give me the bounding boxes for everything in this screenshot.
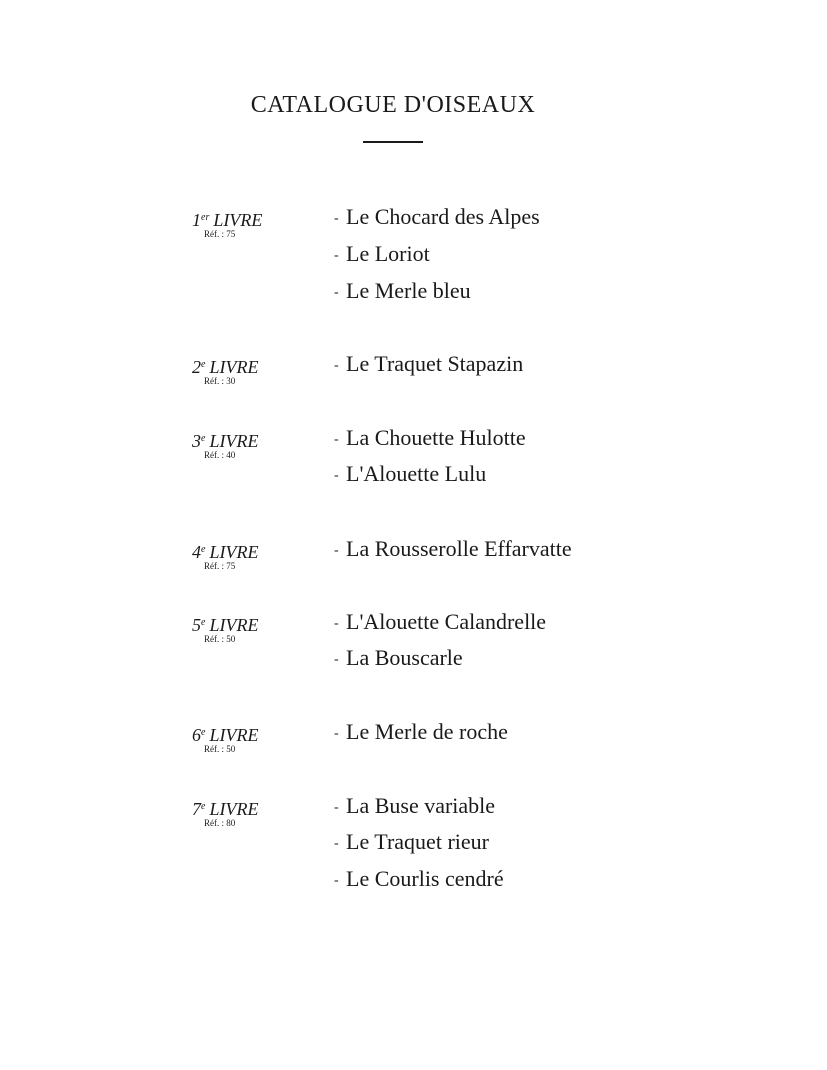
book-number: 4 bbox=[192, 542, 201, 562]
book-label-text: LIVRE bbox=[209, 799, 259, 819]
book-number: 7 bbox=[192, 799, 201, 819]
page-title: CATALOGUE D'OISEAUX bbox=[250, 92, 536, 118]
book-number: 3 bbox=[192, 431, 201, 451]
piece-title: Le Chocard des Alpes bbox=[346, 204, 540, 229]
piece-dash: - bbox=[334, 432, 339, 447]
piece-title: Le Loriot bbox=[346, 241, 430, 266]
book-number: 1 bbox=[192, 210, 201, 230]
piece-title: L'Alouette Lulu bbox=[346, 461, 487, 486]
book-number-suffix: e bbox=[201, 544, 206, 555]
book-label bbox=[192, 723, 292, 745]
piece-title: Le Traquet rieur bbox=[346, 829, 489, 854]
title-divider bbox=[363, 141, 423, 143]
book-number-suffix: e bbox=[201, 433, 206, 444]
piece-title: La Buse variable bbox=[346, 793, 496, 818]
book-number: 5 bbox=[192, 615, 201, 635]
book-label bbox=[192, 429, 292, 451]
piece-dash: - bbox=[334, 543, 339, 558]
piece-dash: - bbox=[334, 211, 339, 226]
book-label-text: LIVRE bbox=[213, 210, 263, 230]
book-label bbox=[192, 208, 292, 230]
book-number-suffix: e bbox=[201, 359, 206, 370]
book-label bbox=[192, 355, 292, 377]
book-number: 2 bbox=[192, 357, 201, 377]
piece-dash: - bbox=[334, 248, 339, 263]
book-label bbox=[192, 613, 292, 635]
book-label-text: LIVRE bbox=[209, 431, 259, 451]
piece-title: La Bouscarle bbox=[346, 645, 463, 670]
book-label-text: LIVRE bbox=[209, 542, 259, 562]
piece-title: Le Courlis cendré bbox=[346, 866, 504, 891]
book-label-text: LIVRE bbox=[209, 357, 259, 377]
piece-title: Le Merle bleu bbox=[346, 278, 471, 303]
piece-title: La Chouette Hulotte bbox=[346, 425, 526, 450]
piece-title: L'Alouette Calandrelle bbox=[346, 609, 547, 634]
book-reference: Réf. : 40 bbox=[204, 450, 236, 460]
book-reference: Réf. : 75 bbox=[204, 561, 236, 571]
piece-title: La Rousserolle Effarvatte bbox=[346, 536, 572, 561]
piece-dash: - bbox=[334, 358, 339, 373]
book-number: 6 bbox=[192, 725, 201, 745]
piece-dash: - bbox=[334, 873, 339, 888]
book-reference: Réf. : 50 bbox=[204, 744, 236, 754]
piece-title: Le Traquet Stapazin bbox=[346, 351, 524, 376]
book-reference: Réf. : 50 bbox=[204, 634, 236, 644]
piece-dash: - bbox=[334, 468, 339, 483]
piece-dash: - bbox=[334, 800, 339, 815]
book-number-suffix: er bbox=[201, 212, 210, 223]
book-label bbox=[192, 540, 292, 562]
book-number-suffix: e bbox=[201, 727, 206, 738]
piece-dash: - bbox=[334, 616, 339, 631]
piece-dash: - bbox=[334, 652, 339, 667]
piece-dash: - bbox=[334, 285, 339, 300]
book-label-text: LIVRE bbox=[209, 725, 259, 745]
book-label-text: LIVRE bbox=[209, 615, 259, 635]
book-reference: Réf. : 80 bbox=[204, 818, 236, 828]
book-number-suffix: e bbox=[201, 617, 206, 628]
book-number-suffix: e bbox=[201, 801, 206, 812]
piece-title: Le Merle de roche bbox=[346, 719, 508, 744]
book-label bbox=[192, 797, 292, 819]
book-reference: Réf. : 30 bbox=[204, 376, 236, 386]
piece-dash: - bbox=[334, 726, 339, 741]
book-reference: Réf. : 75 bbox=[204, 229, 236, 239]
piece-dash: - bbox=[334, 836, 339, 851]
